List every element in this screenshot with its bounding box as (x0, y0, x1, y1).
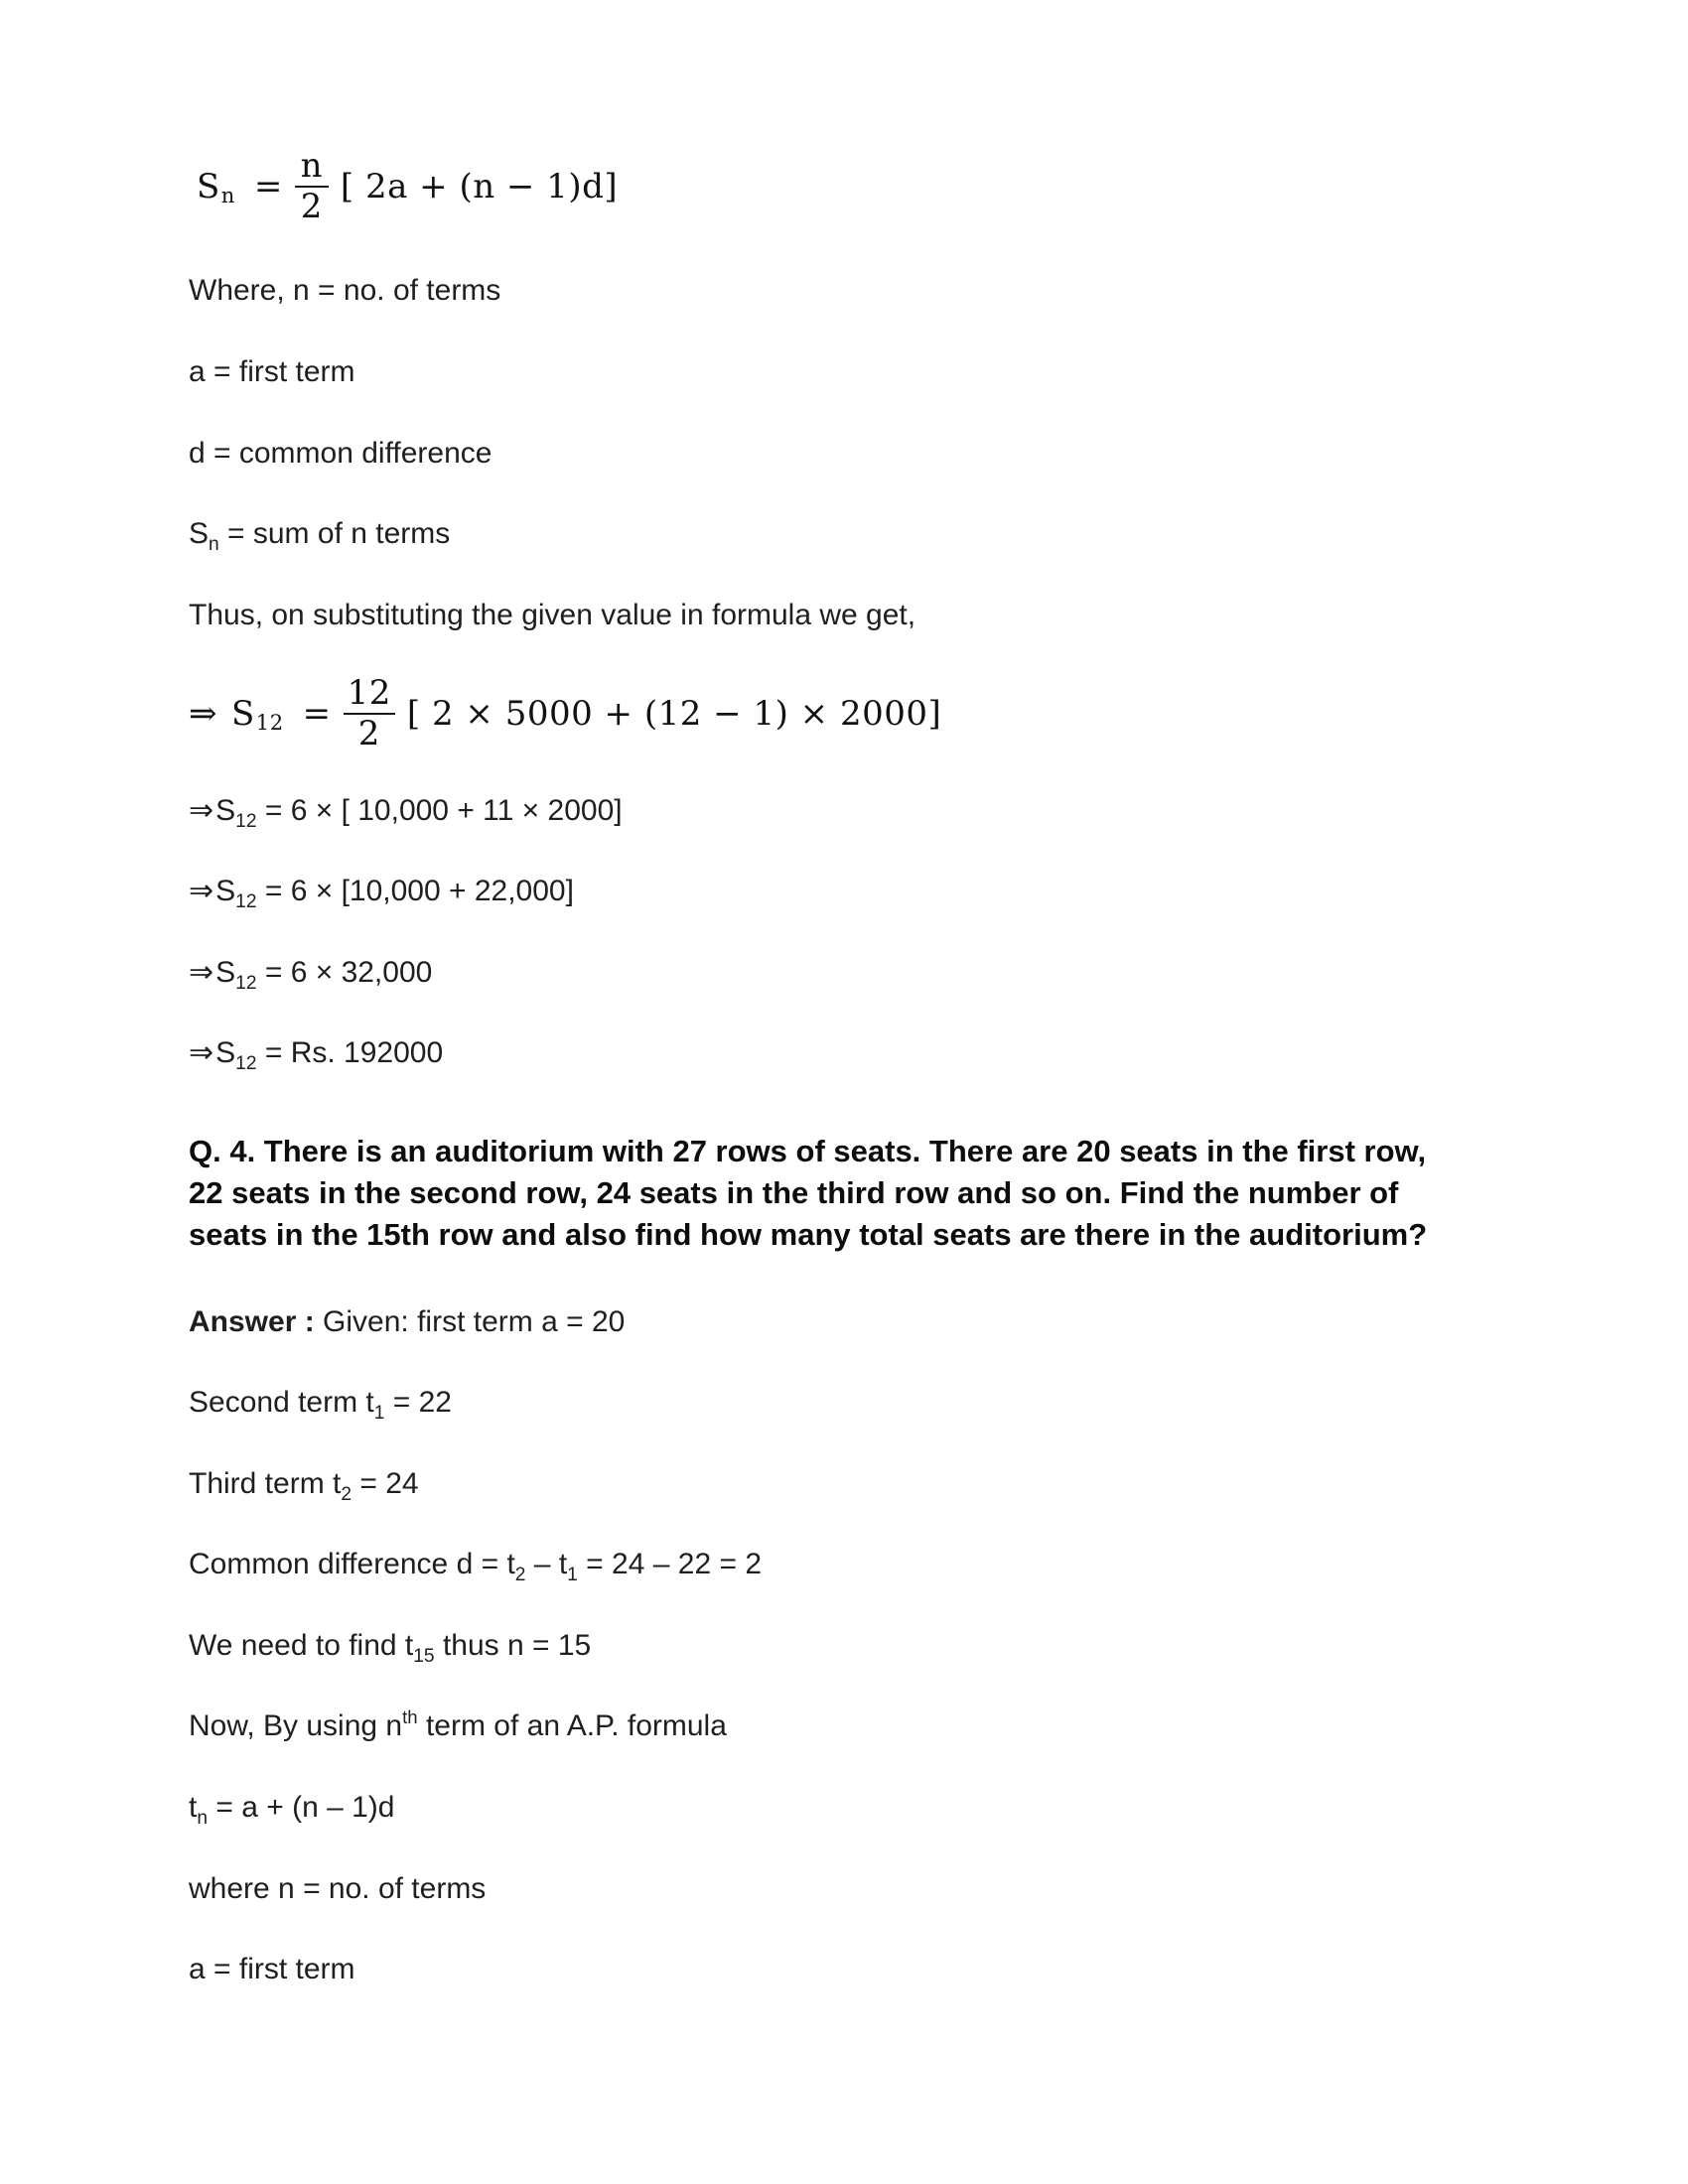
second-term-value: = 22 (384, 1386, 452, 1420)
substitute-intro-text: Thus, on substituting the given value in formula we get, (189, 598, 916, 631)
step-subscript: 12 (235, 972, 257, 994)
third-term-prefix: Third term t (189, 1466, 342, 1500)
calculation-step-4-result (189, 1033, 1470, 1073)
formula-sum-of-n-terms (189, 146, 1470, 226)
calculation-step-1 (189, 791, 1470, 831)
common-difference-sub-2: 2 (514, 1565, 526, 1586)
implies-arrow-icon: ⇒ (189, 1036, 214, 1070)
nth-term-superscript: th (402, 1706, 418, 1728)
tn-expression: = a + (n – 1)d (208, 1791, 395, 1825)
tn-symbol: t (189, 1791, 198, 1825)
definition-a-first-term: a = first term (189, 354, 355, 388)
sn-subscript: n (209, 534, 219, 556)
formula-s12-substituted (189, 673, 1470, 753)
common-difference-sub-1: 1 (567, 1565, 578, 1586)
formula-equals: = (302, 693, 332, 734)
fraction-12-over-2 (344, 673, 395, 753)
definition-where-n: Where, n = no. of terms (189, 274, 501, 308)
step-symbol: S (215, 875, 236, 908)
nth-term-intro-suffix: term of an A.P. formula (417, 1709, 727, 1743)
sn-symbol: S (189, 517, 210, 551)
formula-bracket-expression: [ 2a + (n − 1)d] (340, 166, 619, 206)
find-t15-suffix: thus n = 15 (434, 1628, 592, 1662)
step-expression: = Rs. 192000 (256, 1036, 444, 1070)
common-difference-prefix: Common difference d = t (189, 1548, 515, 1581)
find-t15-prefix: We need to find t (189, 1628, 414, 1662)
step-subscript: 12 (235, 810, 257, 832)
definition-sn-sum-of-n-terms (189, 514, 1470, 554)
fraction-denominator: 2 (357, 713, 380, 753)
answer-given-line (189, 1302, 1470, 1342)
answer-label: Answer : (189, 1304, 315, 1338)
fraction-n-over-2 (295, 146, 329, 226)
formula-equals: = (253, 166, 283, 206)
answer-third-term (189, 1464, 1470, 1504)
nth-term-intro-prefix: Now, By using n (189, 1709, 403, 1743)
formula-symbol-s: S (231, 693, 255, 734)
implies-arrow-icon: ⇒ (189, 875, 214, 908)
page-content (189, 146, 1470, 1989)
formula-subscript-n: n (220, 183, 235, 208)
fraction-denominator: 2 (300, 186, 323, 226)
definition-d-common-difference: d = common difference (189, 436, 492, 470)
step-expression: = 6 × 32,000 (256, 955, 433, 989)
question-4-text: Q. 4. There is an auditorium with 27 rows of seats. There are 20 seats in the first row, 22 seats in the second row, 24 seats in the third row and so on. Find the number of seats in the 15th row and also find how many total seats are there in the auditorium? (189, 1134, 1428, 1253)
common-difference-value: = 24 – 22 = 2 (577, 1548, 762, 1581)
answer-given-text: Given: first term a = 20 (314, 1304, 626, 1338)
second-term-prefix: Second term t (189, 1386, 374, 1420)
tn-subscript: n (197, 1808, 209, 1830)
third-term-subscript: 2 (341, 1483, 352, 1505)
step-subscript: 12 (235, 1053, 257, 1075)
answer-a-first-term: a = first term (189, 1953, 355, 1986)
second-term-subscript: 1 (373, 1403, 385, 1425)
sn-suffix: = sum of n terms (218, 517, 451, 551)
step-expression: = 6 × [ 10,000 + 11 × 2000] (256, 793, 623, 827)
answer-find-t15 (189, 1626, 1470, 1666)
implies-arrow-icon: ⇒ (189, 955, 214, 989)
step-symbol: S (215, 793, 236, 827)
answer-common-difference (189, 1545, 1470, 1584)
formula-bracket-expression: [ 2 × 5000 + (12 − 1) × 2000] (406, 693, 942, 734)
step-symbol: S (215, 1036, 236, 1070)
implies-arrow-icon: ⇒ (189, 793, 214, 827)
step-expression: = 6 × [10,000 + 22,000] (256, 875, 574, 908)
answer-second-term (189, 1383, 1470, 1423)
formula-symbol-s: S (197, 166, 220, 206)
calculation-step-3 (189, 953, 1470, 993)
common-difference-mid: – t (525, 1548, 568, 1581)
fraction-numerator: 12 (347, 673, 391, 714)
find-t15-subscript: 15 (413, 1645, 435, 1667)
third-term-value: = 24 (352, 1466, 419, 1500)
nth-term-formula (189, 1788, 1470, 1828)
formula-subscript-12: 12 (255, 710, 284, 736)
calculation-step-2 (189, 872, 1470, 911)
step-symbol: S (215, 955, 236, 989)
answer-where-n: where n = no. of terms (189, 1871, 487, 1905)
nth-term-intro (189, 1706, 1470, 1746)
fraction-numerator: n (300, 146, 324, 186)
implies-arrow-icon: ⇒ (189, 693, 217, 734)
step-subscript: 12 (235, 891, 257, 913)
